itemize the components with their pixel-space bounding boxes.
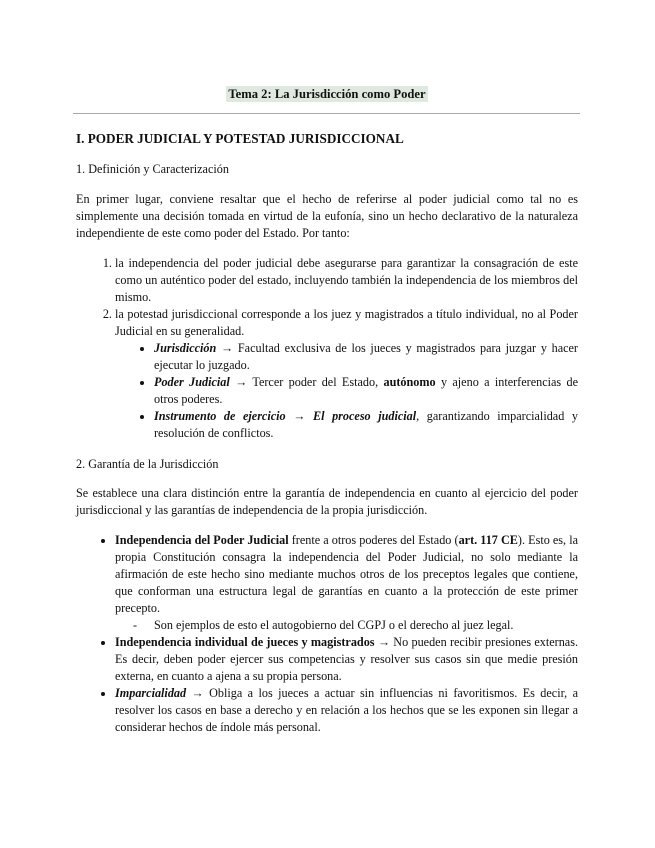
guarantee-sub-item: - Son ejemplos de esto el autogobierno del CGPJ o el derecho al juez legal.	[154, 617, 578, 634]
guarantee-item-imparcialidad	[115, 685, 578, 736]
intro-paragraph: En primer lugar, conviene resaltar que el hecho de referirse al poder judicial como tal no es simplemente una decisión tomada en virtud de la eufonía, sino un hecho declarativo de la naturaleza independiente de este como poder del Estado. Por tanto:	[76, 192, 578, 240]
ordered-item-text: la independencia del poder judicial debe asegurarse para garantizar la consagración de este como un auténtico poder del estado, incluyendo también la independencia de los miembros del mismo.	[115, 256, 578, 304]
concept-text: , garantizando imparcialidad y resolución de conflictos.	[154, 409, 578, 440]
guarantee-sublist	[115, 617, 578, 634]
concept-text: y ajeno a interferencias de otros poderes.	[154, 375, 578, 406]
subsection-heading-2: 2. Garantía de la Jurisdicción	[76, 457, 219, 471]
guarantee-text: frente a otros poderes del Estado (	[288, 533, 459, 547]
concept-term: Poder Judicial	[154, 375, 230, 389]
concept-term: Instrumento de ejercicio → El proceso judicial	[154, 409, 417, 423]
title-block	[76, 86, 578, 103]
concept-text: Facultad exclusiva de los jueces y magistrados para juzgar y hacer ejecutar lo juzgado.	[154, 341, 578, 372]
subsection-heading-1: 1. Definición y Caracterización	[76, 162, 229, 176]
concept-list	[115, 340, 578, 442]
guarantee-term: Independencia individual de jueces y magistrados	[115, 635, 375, 649]
guarantee-list	[76, 532, 578, 736]
arrow: →	[186, 686, 210, 700]
guarantee-item-poder-judicial	[115, 532, 578, 634]
guarantee-paragraph: Se establece una clara distinción entre la garantía de independencia en cuanto al ejercicio del poder jurisdiccional y las garantías de independencia de la propia jurisdicción.	[76, 486, 578, 517]
guarantee-term: Imparcialidad	[115, 686, 187, 700]
guarantee-text: No pueden recibir presiones externas. Es decir, deben poder ejercer sus competencias y resolver sus casos sin que medie presión externa, en cuanto a ajena a su propia persona.	[115, 635, 579, 683]
guarantee-item-independencia-individual	[115, 634, 578, 685]
title-divider	[73, 113, 580, 114]
ordered-item-2	[115, 306, 578, 442]
guarantee-term: Independencia del Poder Judicial	[115, 533, 289, 547]
concept-bold: autónomo	[383, 375, 436, 389]
concept-item-poder-judicial	[154, 374, 578, 408]
concept-item-instrumento	[154, 408, 578, 442]
ordered-list	[76, 255, 578, 442]
guarantee-reference: art. 117 CE	[458, 533, 518, 547]
document-title: Tema 2: La Jurisdicción como Poder	[228, 87, 426, 101]
document-page	[76, 86, 578, 736]
arrow: →	[229, 375, 253, 389]
concept-term: Jurisdicción	[154, 341, 217, 355]
arrow: →	[216, 341, 238, 355]
ordered-item-text: la potestad jurisdiccional corresponde a los juez y magistrados a título individual, no al Poder Judicial en su generalidad.	[115, 307, 578, 338]
concept-text: Tercer poder del Estado,	[252, 375, 384, 389]
guarantee-text: Obliga a los jueces a actuar sin influencias ni favoritismos. Es decir, a resolver los casos en base a derecho y en relación a los hechos que se les exponen sin llegar a considerar hechos de índole más personal.	[115, 686, 579, 734]
arrow: →	[374, 635, 394, 649]
guarantee-text: ). Esto es, la propia Constitución consagra la independencia del Poder Judicial, no solo mediante la afirmación de este hecho sino mediante muchos otros de los preceptos legales que contiene, que conforman una estructura legal de garantías en cuanto a la protección de este primer precepto.	[115, 533, 578, 615]
concept-item-jurisdiccion	[154, 340, 578, 374]
section-heading: I. PODER JUDICIAL Y POTESTAD JURISDICCIONAL	[76, 131, 404, 146]
ordered-item-1	[115, 255, 578, 306]
